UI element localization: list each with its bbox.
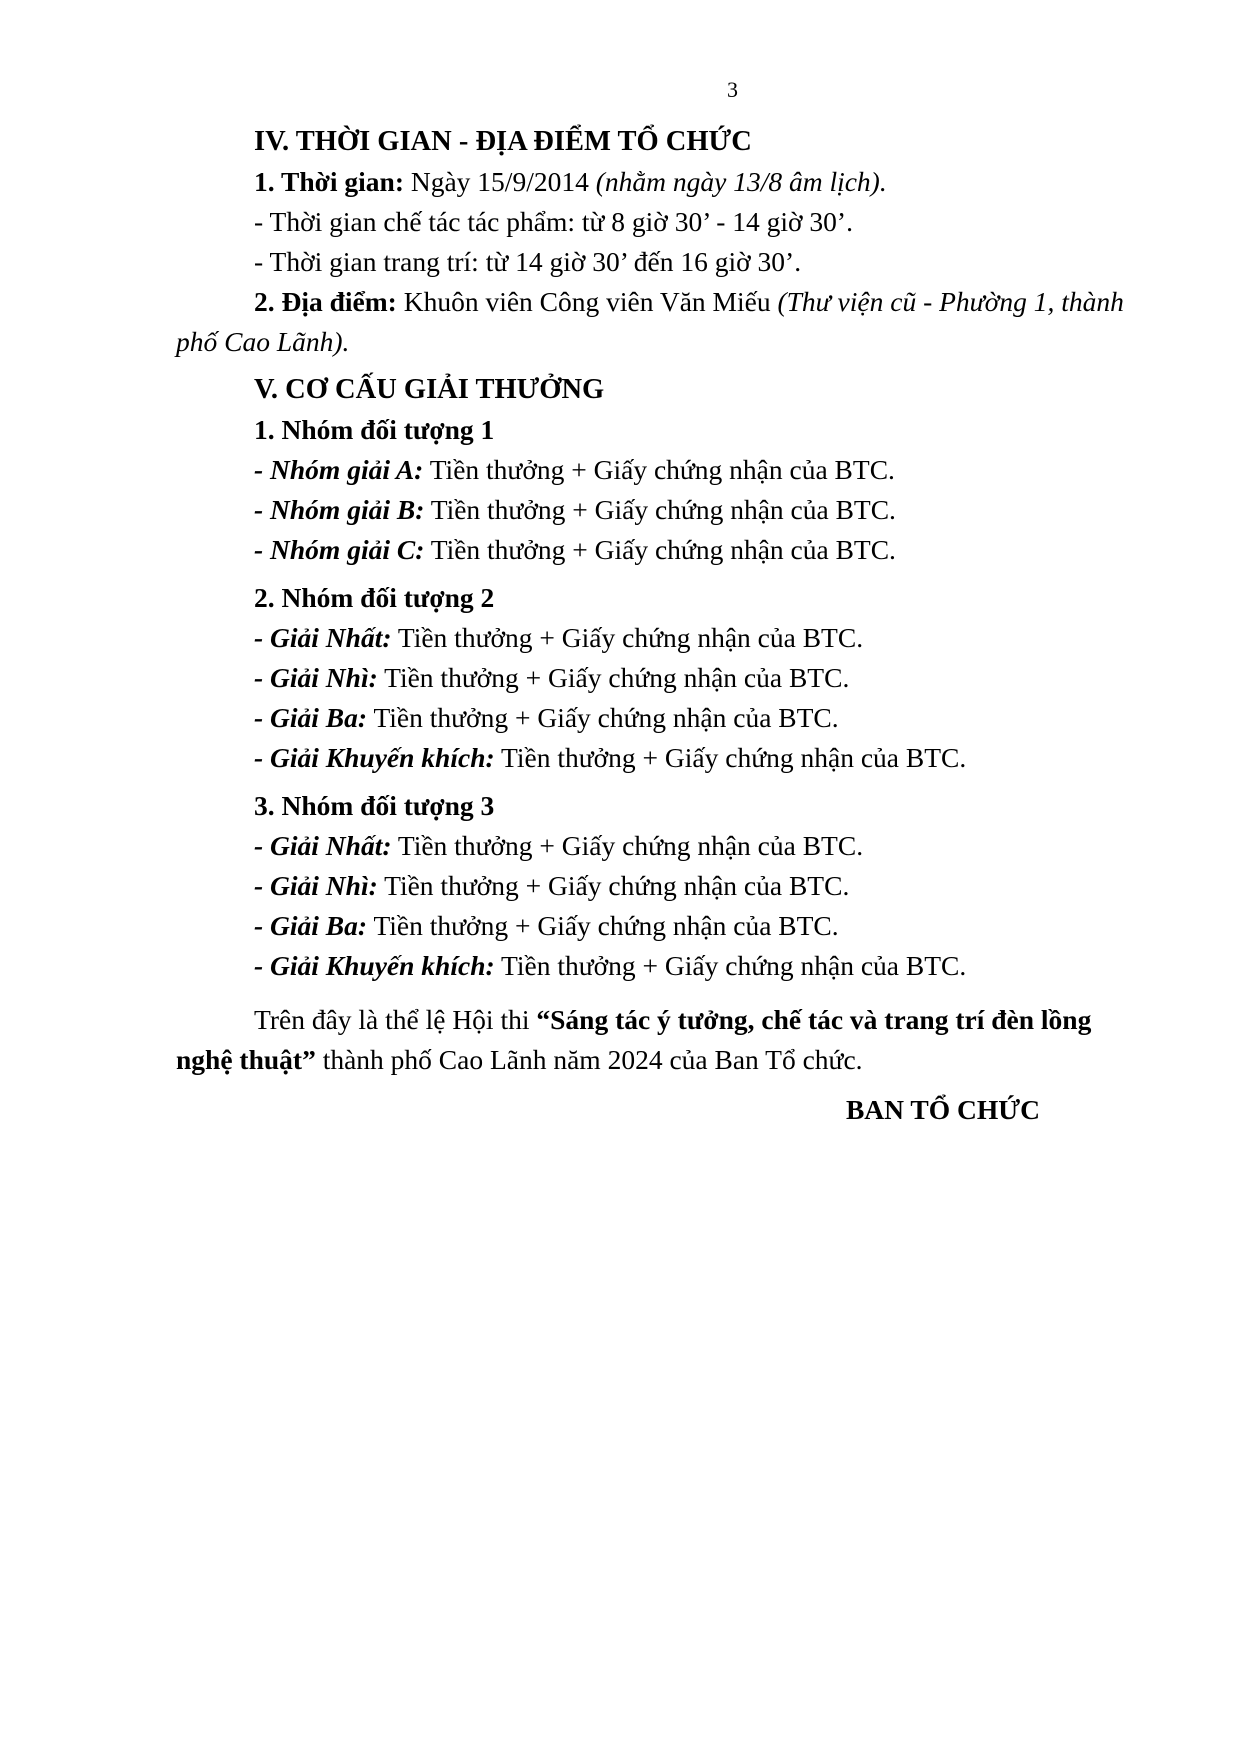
group-3-prize-third <box>176 906 1144 946</box>
prize-text: Tiền thưởng + Giấy chứng nhận của BTC. <box>494 950 967 981</box>
group-3-prize-first <box>176 826 1144 866</box>
section-4-heading: IV. THỜI GIAN - ĐỊA ĐIỂM TỔ CHỨC <box>254 126 752 157</box>
prize-label: - Giải Khuyến khích: <box>254 950 495 981</box>
group-2-prize-second <box>176 658 1144 698</box>
section-5-heading: V. CƠ CẤU GIẢI THƯỞNG <box>254 374 605 405</box>
time-note: (nhằm ngày 13/8 âm lịch). <box>595 166 887 197</box>
prize-label: - Giải Khuyến khích: <box>254 742 495 773</box>
group-2-title: 2. Nhóm đối tượng 2 <box>254 582 495 613</box>
group-2-prize-first <box>176 618 1144 658</box>
place-label: 2. Địa điểm: <box>254 286 397 317</box>
group-2-prize-third <box>176 698 1144 738</box>
closing-suffix: thành phố Cao Lãnh năm 2024 của Ban Tổ chức. <box>315 1044 863 1075</box>
prize-label: - Giải Nhất: <box>254 622 392 653</box>
prize-text: Tiền thưởng + Giấy chứng nhận của BTC. <box>367 702 839 733</box>
prize-text: Tiền thưởng + Giấy chứng nhận của BTC. <box>424 534 896 565</box>
group-2-prize-encouragement <box>176 738 1144 778</box>
prize-text: Tiền thưởng + Giấy chứng nhận của BTC. <box>494 742 967 773</box>
time-line <box>176 162 1144 202</box>
prize-label: - Giải Nhì: <box>254 662 378 693</box>
prize-label: - Giải Nhì: <box>254 870 378 901</box>
prize-label: - Giải Ba: <box>254 910 368 941</box>
prize-text: Tiền thưởng + Giấy chứng nhận của BTC. <box>377 870 850 901</box>
place-note: (Thư viện cũ - Phường 1, thành phố Cao Lãnh). <box>176 286 1124 357</box>
prize-text: Tiền thưởng + Giấy chứng nhận của BTC. <box>377 662 850 693</box>
page-number: 3 <box>727 77 738 102</box>
group-3-prize-second <box>176 866 1144 906</box>
place-value: Khuôn viên Công viên Văn Miếu <box>396 286 778 317</box>
time-label: 1. Thời gian: <box>254 166 404 197</box>
signature: BAN TỔ CHỨC <box>845 1094 1040 1125</box>
prize-text: Tiền thưởng + Giấy chứng nhận của BTC. <box>391 622 864 653</box>
group-3-prize-encouragement <box>176 946 1144 986</box>
closing-prefix: Trên đây là thể lệ Hội thi <box>254 1004 537 1035</box>
group-1-prize-b <box>176 490 1144 530</box>
prize-text: Tiền thưởng + Giấy chứng nhận của BTC. <box>424 494 896 525</box>
prize-text: Tiền thưởng + Giấy chứng nhận của BTC. <box>391 830 864 861</box>
place-line <box>176 282 1144 362</box>
prize-label: - Giải Nhất: <box>254 830 392 861</box>
prize-label: - Nhóm giải A: <box>254 454 424 485</box>
group-3-title: 3. Nhóm đối tượng 3 <box>254 790 495 821</box>
contest-name: “Sáng tác ý tưởng, chế tác và trang trí đèn lồng nghệ thuật” <box>176 1004 1092 1075</box>
closing-paragraph <box>176 1000 1144 1080</box>
prize-label: - Giải Ba: <box>254 702 368 733</box>
group-1-prize-a <box>176 450 1144 490</box>
prize-label: - Nhóm giải C: <box>254 534 425 565</box>
group-1-title: 1. Nhóm đối tượng 1 <box>254 414 495 445</box>
decor-time-line: - Thời gian trang trí: từ 14 giờ 30’ đến 16 giờ 30’. <box>254 246 802 277</box>
prize-text: Tiền thưởng + Giấy chứng nhận của BTC. <box>423 454 895 485</box>
time-value: Ngày 15/9/2014 <box>403 166 596 197</box>
prize-text: Tiền thưởng + Giấy chứng nhận của BTC. <box>367 910 839 941</box>
group-1-prize-c <box>176 530 1144 570</box>
prize-label: - Nhóm giải B: <box>254 494 425 525</box>
craft-time-line: - Thời gian chế tác tác phẩm: từ 8 giờ 30’ - 14 giờ 30’. <box>254 206 853 237</box>
